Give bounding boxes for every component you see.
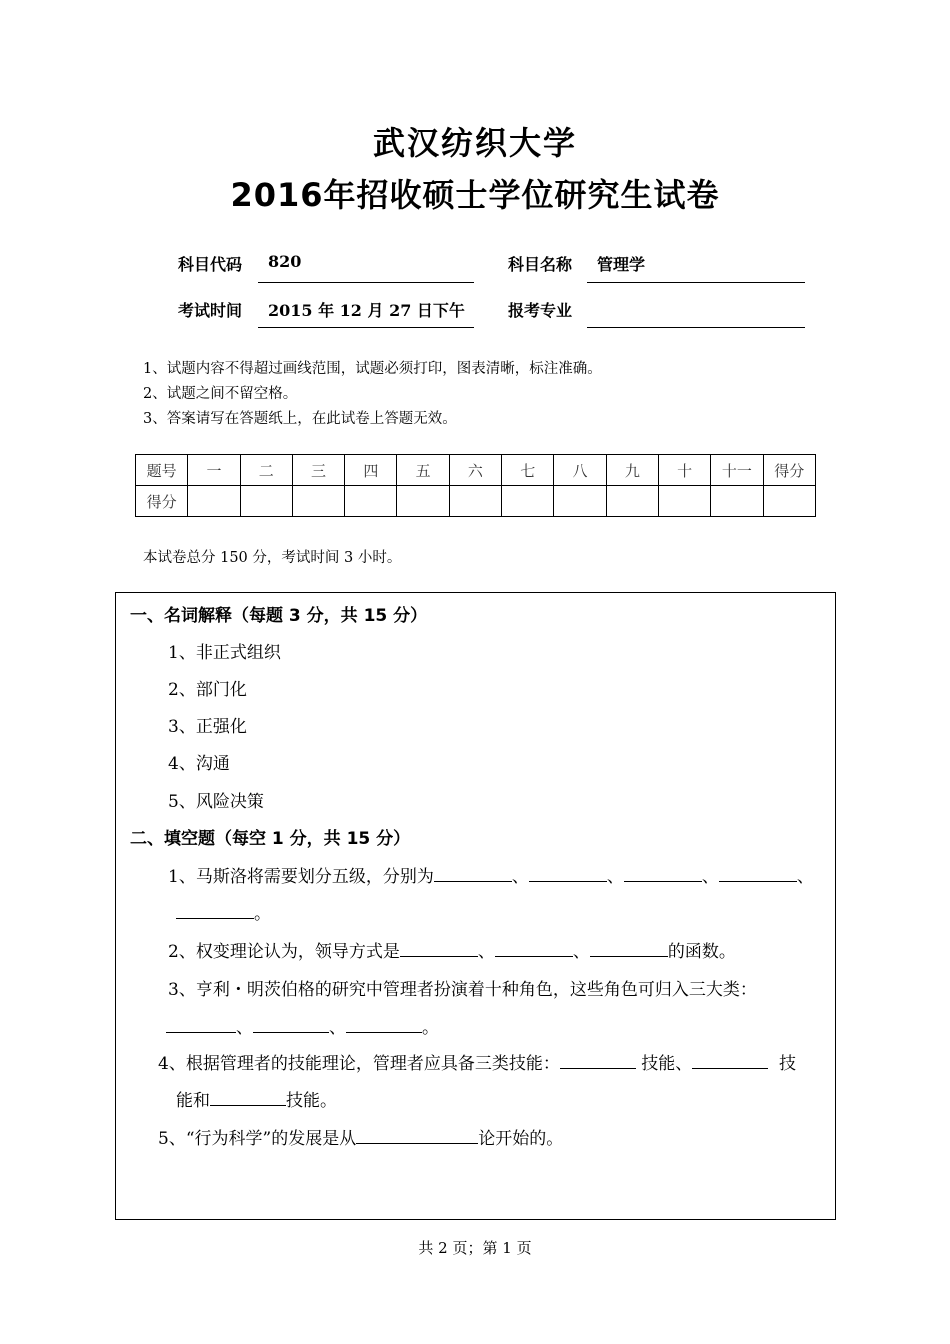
answer-blank — [166, 1016, 236, 1033]
separator: 、 — [236, 1018, 253, 1038]
page-footer: 共 2 页；第 1 页 — [418, 1239, 532, 1257]
separator: 、 — [477, 942, 495, 962]
score-header-cell: 九 — [606, 455, 658, 486]
answer-blank — [176, 902, 254, 919]
answer-blank — [719, 865, 797, 882]
score-header-cell: 八 — [554, 455, 606, 486]
q4-text: 4、根据管理者的技能理论，管理者应具备三类技能： — [158, 1054, 560, 1074]
score-header-cell: 十一 — [711, 455, 763, 486]
score-cell — [763, 486, 815, 517]
answer-blank — [560, 1052, 636, 1069]
subject-name-label: 科目名称 — [508, 255, 573, 274]
section1-item-2: 2、部门化 — [168, 680, 247, 700]
subject-name-underline — [587, 282, 805, 283]
score-header-cell: 题号 — [136, 455, 188, 486]
note-3: 3、答案请写在答题纸上，在此试卷上答题无效。 — [143, 411, 457, 427]
section2-q4-cont — [176, 1086, 337, 1111]
answer-blank — [495, 940, 573, 957]
separator: 、 — [701, 867, 719, 887]
score-cell — [554, 486, 606, 517]
answer-blank — [590, 940, 668, 957]
q4-skill-1: 技能、 — [641, 1054, 693, 1074]
exam-time-underline — [258, 327, 474, 328]
q2-text: 2、权变理论认为，领导方式是 — [168, 942, 400, 962]
separator: 、 — [572, 942, 590, 962]
note-2: 2、试题之间不留空格。 — [143, 386, 298, 402]
subject-code-label: 科目代码 — [178, 255, 243, 274]
score-header-cell: 五 — [397, 455, 449, 486]
university-title: 武汉纺织大学 — [372, 124, 577, 162]
score-cell — [397, 486, 449, 517]
period: 。 — [422, 1018, 439, 1038]
exam-time-value: 2015 年 12 月 27 日下午 — [268, 301, 465, 320]
exam-title: 2016年招收硕士学位研究生试卷 — [230, 176, 720, 214]
score-header-cell: 六 — [449, 455, 501, 486]
section2-q3: 3、亨利・明茨伯格的研究中管理者扮演着十种角色，这些角色可归入三大类： — [168, 980, 757, 1000]
answer-blank — [210, 1089, 286, 1106]
score-table-score-row — [136, 486, 816, 517]
section2-title: 二、填空题（每空 1 分，共 15 分） — [130, 829, 411, 849]
section2-q3-cont — [166, 1013, 439, 1038]
answer-blank — [624, 865, 702, 882]
section2-q4 — [158, 1049, 796, 1074]
q4-skill-2: 技 — [779, 1054, 797, 1074]
answer-blank — [434, 865, 512, 882]
score-header-cell: 二 — [240, 455, 292, 486]
section2-q1-cont — [176, 899, 271, 924]
separator: 、 — [511, 867, 529, 887]
major-label: 报考专业 — [508, 301, 573, 320]
score-header-cell: 一 — [188, 455, 240, 486]
section1-item-5: 5、风险决策 — [168, 792, 264, 812]
answer-blank — [346, 1016, 422, 1033]
note-1: 1、试题内容不得超过画线范围，试题必须打印，图表清晰，标注准确。 — [143, 361, 602, 377]
question-box — [115, 592, 836, 1220]
score-cell — [711, 486, 763, 517]
period: 。 — [254, 904, 271, 924]
q2-end: 的函数。 — [667, 942, 736, 962]
score-cell — [658, 486, 710, 517]
subject-code-underline — [258, 282, 474, 283]
subject-name-value: 管理学 — [597, 255, 646, 274]
score-header-cell: 四 — [345, 455, 397, 486]
section2-q1 — [168, 862, 814, 887]
score-cell — [606, 486, 658, 517]
score-header-cell: 十 — [658, 455, 710, 486]
score-cell — [449, 486, 501, 517]
subject-code-value: 820 — [268, 252, 302, 271]
score-cell — [240, 486, 292, 517]
answer-blank — [400, 940, 478, 957]
score-row-label: 得分 — [136, 486, 188, 517]
q5-end: 论开始的。 — [478, 1129, 564, 1149]
score-cell — [345, 486, 397, 517]
score-cell — [188, 486, 240, 517]
score-table — [135, 454, 816, 517]
section2-q2 — [168, 937, 736, 962]
section1-item-3: 3、正强化 — [168, 717, 247, 737]
score-table-header-row — [136, 455, 816, 486]
q4-end: 技能。 — [286, 1091, 337, 1111]
score-cell — [292, 486, 344, 517]
answer-blank — [529, 865, 607, 882]
score-header-cell: 得分 — [763, 455, 815, 486]
q5-text: 5、“行为科学”的发展是从 — [158, 1129, 357, 1149]
major-underline — [587, 327, 805, 328]
section1-title: 一、名词解释（每题 3 分，共 15 分） — [130, 606, 428, 626]
q1-text: 1、马斯洛将需要划分五级，分别为 — [168, 867, 434, 887]
section1-item-4: 4、沟通 — [168, 754, 230, 774]
score-header-cell: 三 — [292, 455, 344, 486]
answer-blank — [692, 1052, 768, 1069]
q4-and: 能和 — [176, 1091, 210, 1111]
section1-item-1: 1、非正式组织 — [168, 643, 281, 663]
answer-blank — [356, 1127, 478, 1144]
exam-time-label: 考试时间 — [178, 301, 243, 320]
total-score-note: 本试卷总分 150 分，考试时间 3 小时。 — [143, 550, 402, 566]
separator: 、 — [329, 1018, 346, 1038]
answer-blank — [253, 1016, 329, 1033]
separator: 、 — [796, 867, 814, 887]
section2-q5 — [158, 1124, 563, 1149]
separator: 、 — [606, 867, 624, 887]
score-header-cell: 七 — [502, 455, 554, 486]
score-cell — [502, 486, 554, 517]
